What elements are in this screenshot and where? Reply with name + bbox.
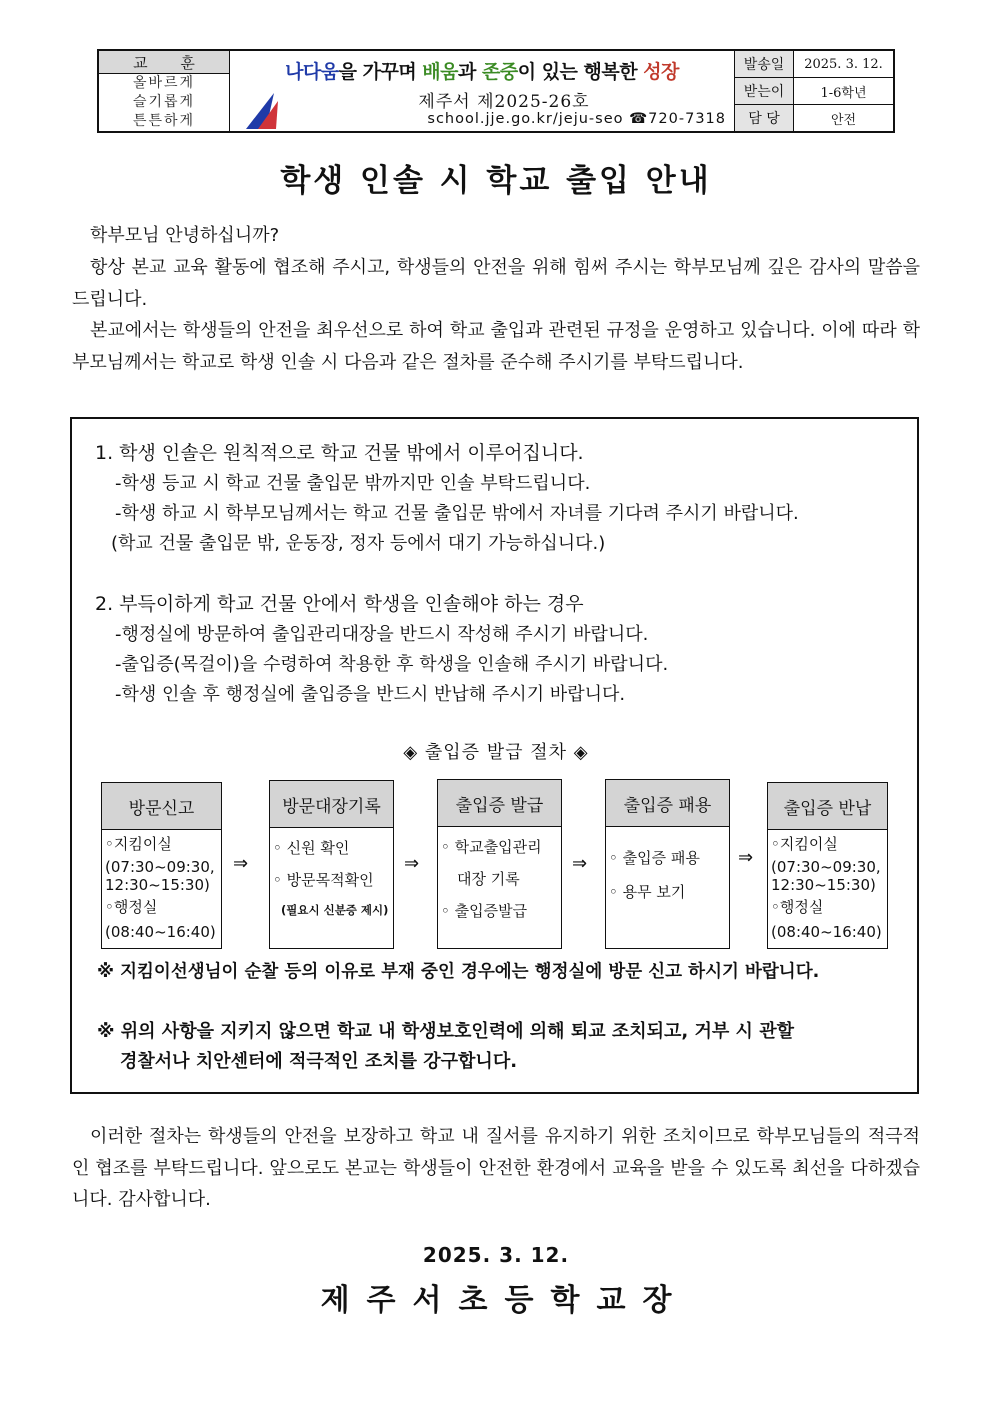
- step-line: ◦ 출입증 패용: [609, 849, 700, 867]
- slogan-segment: 존중: [482, 61, 518, 83]
- slogan-segment: 이 있는 행복한: [517, 61, 644, 83]
- document-date: 2025. 3. 12.: [422, 1243, 570, 1267]
- school-contact: school.jje.go.kr/jeju-seo ☎720-7318: [427, 111, 726, 127]
- step-title: 방문신고: [102, 783, 221, 830]
- meta-key: 받는이: [735, 78, 794, 104]
- section-1-heading: 1. 학생 인솔은 원칙적으로 학교 건물 밖에서 이루어집니다.: [95, 442, 584, 464]
- arrow-right-icon: ⇒: [738, 847, 754, 868]
- motto-line: 올바르게: [132, 75, 196, 91]
- step-line: ◦ 용무 보기: [609, 883, 686, 901]
- step-title: 출입증 패용: [606, 780, 729, 827]
- note-guard-absence: ※ 지킴이선생님이 순찰 등의 이유로 부재 중인 경우에는 행정실에 방문 신고 하시기 바랍니다.: [97, 962, 820, 982]
- step-line: (08:40~16:40): [771, 923, 882, 941]
- document-number: 제주서 제2025-26호: [418, 92, 590, 112]
- intro-paragraph-2: [72, 315, 920, 378]
- step-body: [768, 830, 887, 943]
- arrow-right-icon: ⇒: [404, 853, 420, 874]
- intro-text-1: 항상 본교 교육 활동에 협조해 주시고, 학생들의 안전을 위해 힘써 주시는 학부모님께 깊은 감사의 말씀을 드립니다.: [72, 257, 920, 310]
- section-2-item: -학생 인솔 후 행정실에 출입증을 반드시 반납해 주시기 바랍니다.: [115, 684, 626, 705]
- closing-paragraph: [72, 1121, 920, 1216]
- procedure-step-wear-pass: [605, 779, 730, 949]
- step-body: [438, 827, 561, 927]
- motto-line: 튼튼하게: [132, 113, 196, 129]
- motto-title: 교 훈: [99, 51, 229, 74]
- step-body: [270, 828, 393, 924]
- procedure-step-visit-report: [101, 782, 222, 949]
- greeting-text: 학부모님 안녕하십니까?: [90, 225, 280, 246]
- section-2-item: -출입증(목걸이)을 수령하여 착용한 후 학생을 인솔해 주시기 바랍니다.: [115, 654, 669, 675]
- meta-key: 담 당: [735, 105, 794, 131]
- procedure-title: ◈ 출입증 발급 절차 ◈: [403, 742, 589, 763]
- procedure-step-pass-issue: [437, 779, 562, 949]
- step-line: ◦ 신원 확인: [273, 839, 350, 857]
- letter-header: [97, 49, 895, 133]
- meta-row-recipient: [735, 78, 893, 105]
- step-line: 12:30~15:30): [105, 876, 210, 894]
- slogan-segment: 을 가꾸며: [338, 61, 423, 83]
- procedure-step-visit-log: [269, 780, 394, 949]
- slogan-segment: 성장: [643, 61, 679, 83]
- step-line: (07:30~09:30,: [771, 858, 881, 876]
- meta-value: 2025. 3. 12.: [804, 56, 883, 72]
- slogan-segment: 나다움: [285, 61, 339, 83]
- arrow-right-icon: ⇒: [572, 853, 588, 874]
- slogan-segment: 과: [458, 61, 482, 83]
- school-motto: [99, 51, 230, 131]
- section-1-item: (학교 건물 출입문 밖, 운동장, 정자 등에서 대기 가능하십니다.): [111, 533, 606, 554]
- section-2-heading: 2. 부득이하게 학교 건물 안에서 학생을 인솔해야 하는 경우: [95, 593, 584, 615]
- step-title: 출입증 반납: [768, 783, 887, 830]
- step-title: 방문대장기록: [270, 781, 393, 828]
- meta-key: 발송일: [735, 51, 794, 77]
- step-line: (07:30~09:30,: [105, 858, 215, 876]
- header-center: [230, 51, 735, 131]
- greeting-paragraph: [72, 220, 920, 252]
- meta-value: 1-6학년: [820, 85, 867, 101]
- procedure-step-return-pass: [767, 782, 888, 949]
- step-line: ◦ 방문목적확인: [273, 871, 374, 889]
- step-line: ◦ 학교출입관리: [441, 838, 542, 856]
- step-line: ◦지킴이실: [771, 835, 838, 853]
- meta-row-department: [735, 105, 893, 131]
- header-meta: [735, 51, 893, 131]
- meta-value: 안전: [830, 112, 857, 128]
- motto-line: 슬기롭게: [132, 94, 196, 110]
- principal-signature: 제주서초등학교장: [320, 1283, 689, 1318]
- motto-lines: [99, 74, 229, 131]
- step-note: (필요시 신분증 제시): [281, 903, 389, 917]
- step-line: ◦ 출입증발급: [441, 902, 528, 920]
- meta-row-send-date: [735, 51, 893, 78]
- slogan-segment: 배움: [422, 61, 459, 83]
- section-1-item: -학생 하교 시 학부모님께서는 학교 건물 출입문 밖에서 자녀를 기다려 주시기 바랍니다.: [115, 503, 799, 524]
- note-warning-line-2: 경찰서나 치안센터에 적극적인 조치를 강구합니다.: [120, 1051, 518, 1072]
- step-line: (08:40~16:40): [105, 923, 216, 941]
- note-warning-line-1: ※ 위의 사항을 지키지 않으면 학교 내 학생보호인력에 의해 퇴교 조치되고, 거부 시 관할: [97, 1021, 794, 1042]
- step-line: 12:30~15:30): [771, 876, 876, 894]
- section-2-item: -행정실에 방문하여 출입관리대장을 반드시 작성해 주시기 바랍니다.: [115, 624, 649, 645]
- intro-paragraph-1: [72, 252, 920, 315]
- step-line: 대장 기록: [457, 870, 520, 888]
- arrow-right-icon: ⇒: [233, 853, 249, 874]
- section-1-item: -학생 등교 시 학교 건물 출입문 밖까지만 인솔 부탁드립니다.: [115, 473, 591, 494]
- step-line: ◦지킴이실: [105, 835, 172, 853]
- school-slogan: [230, 57, 734, 84]
- step-body: [102, 830, 221, 943]
- page-title: 학생 인솔 시 학교 출입 안내: [280, 163, 712, 199]
- step-line: ◦행정실: [771, 898, 824, 916]
- step-title: 출입증 발급: [438, 780, 561, 827]
- closing-text: 이러한 절차는 학생들의 안전을 보장하고 학교 내 질서를 유지하기 위한 조치이므로 학부모님들의 적극적인 협조를 부탁드립니다. 앞으로도 본교는 학생들이 안전한 환경에서 교육을 받을 수 있도록 최선을 다하겠습니다. 감사합니다.: [72, 1126, 920, 1210]
- intro-text-2: 본교에서는 학생들의 안전을 최우선으로 하여 학교 출입과 관련된 규정을 운영하고 있습니다. 이에 따라 학부모님께서는 학교로 학생 인솔 시 다음과 같은 절차를 준수해 주시기를 부탁드립니다.: [72, 320, 920, 373]
- step-body: [606, 827, 729, 909]
- step-line: ◦행정실: [105, 898, 158, 916]
